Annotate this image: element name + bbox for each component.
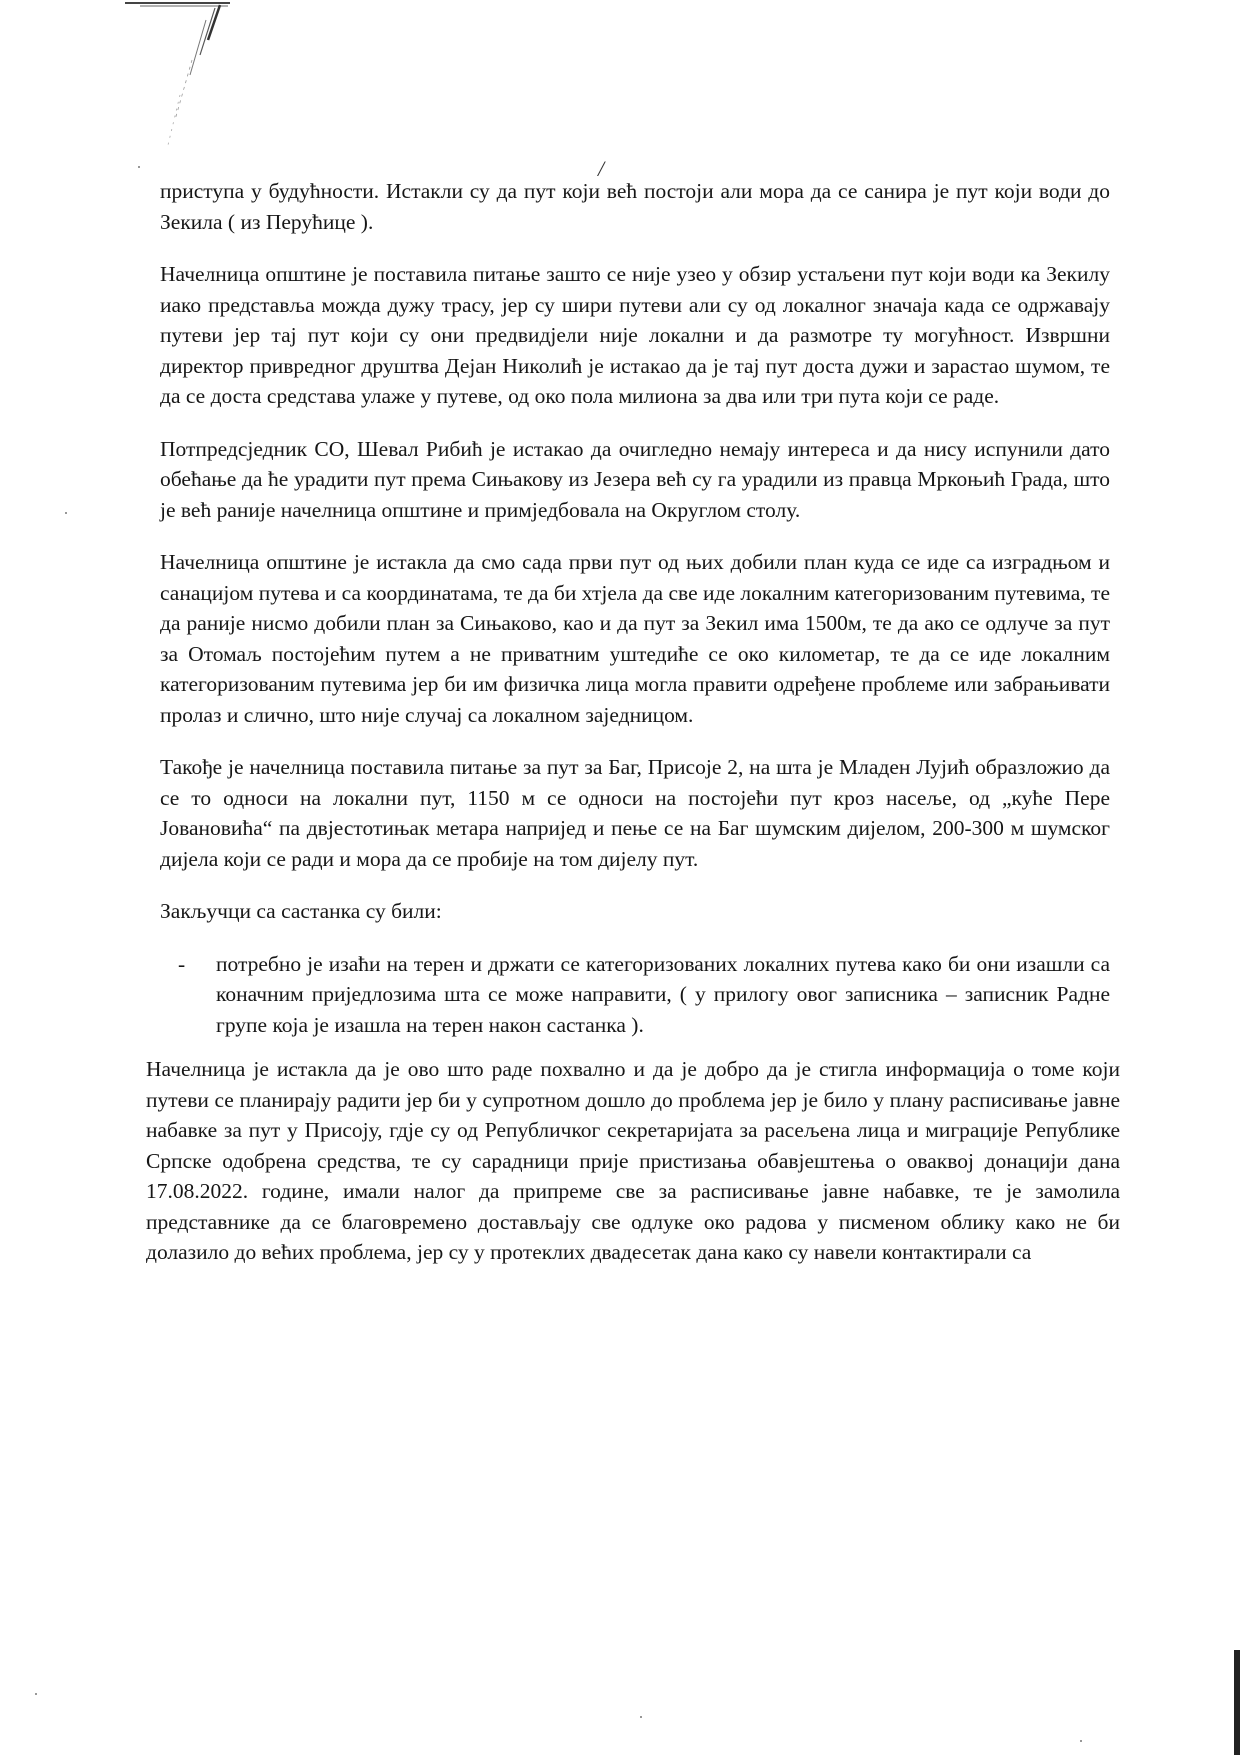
- paragraph-4: Начелница општине је истакла да смо сада први пут од њих добили план куда се иде са изградњом и санацијом путева и са координатама, те да би хтјела да све иде локалним категоризованим путевима, те да раније нисмо добили план за Сињаково, као и да пут за Зекил има 1500м, те да ако се одлуче за пут за Отомаљ постојећим путем а не приватним уштедиће се око километар, те да се иде локалним категоризованим путевима јер би им физичка лица могла правити одређене проблеме или забрањивати пролаз и слично, што није случај са локалном заједницом.: [160, 550, 1110, 727]
- scan-speck: [1080, 1740, 1082, 1742]
- conclusion-item: [178, 949, 1110, 1041]
- paragraph-3: Потпредсједник СО, Шевал Рибић је истакао да очигледно немају интереса и да нису испунили дато обећање да ће урадити пут према Сињакову из Језера већ су га урадили из правца Мркоњић Града, што је већ раније начелница општине и примједбовала на Округлом столу.: [160, 436, 1110, 522]
- bullet-dash: -: [178, 951, 186, 976]
- paragraph-1: приступа у будућности. Истакли су да пут који већ постоји али мора да се санира је пут који води до Зекила ( из Перућице ).: [160, 179, 1110, 234]
- page-number: /: [598, 156, 605, 181]
- conclusion-text: потребно је изаћи на терен и држати се категоризованих локалних путева како би они изашли са коначним приједлозима шта се може направити, ( у прилогу овог записника – записник Радне групе која је изашла на терен након састанка ).: [216, 951, 1110, 1037]
- paragraph-2: Начелница општине је поставила питање зашто се није узео у обзир устаљени пут који води ка Зекилу иако представља можда дужу трасу, јер су шири путеви али су од локалног значаја када се одржавају путеви јер тај пут који су они предвидјели није локални и да размотре ту могућност. Извршни директор привредног друштва Дејан Николић је истакао да је тај пут доста дужи и зарастао шумом, те да се доста средстава улаже у путеве, од око пола милиона за два или три пута који се раде.: [160, 262, 1110, 408]
- scan-speck: [35, 1693, 37, 1695]
- scan-edge-bar: [1234, 1650, 1240, 1755]
- closing-paragraph: Начелница је истакла да је ово што раде похвално и да је добро да је стигла информација о томе који путеви се планирају радити јер би у супротном дошло до проблема јер је било у плану расписивање јавне набавке за пут у Присоју, гдје су од Републичког секретаријата за расељена лица и миграције Републике Српске одобрена средства, те су сарадници прије пристизања обавјештења о оваквој донацији дана 17.08.2022. године, имали налог да припреме све за расписивање јавне набавке, те је замолила представнике да се благовремено достављају све одлуке око радова у писменом облику како не би долазило до већих проблема, јер су у протеклих двадесетак дана како су навели контактирали са: [146, 1057, 1120, 1264]
- scan-speck: [640, 1716, 642, 1718]
- paragraph-5: Такође је начелница поставила питање за пут за Баг, Присоје 2, на шта је Младен Лујић образложио да се то односи на локални пут, 1150 м се односи на постојећи пут кроз насеље, од „куће Пере Јовановића“ па двјестотињак метара напријед и пење се на Баг шумским дијелом, 200-300 м шумског дијела који се ради и мора да се пробије на том дијелу пут.: [160, 755, 1110, 871]
- scan-speck: [65, 512, 67, 514]
- conclusions-heading: Закључци са састанка су били:: [160, 899, 442, 923]
- document-body: [146, 176, 1120, 1290]
- scan-artifact-mark: [120, 0, 235, 150]
- scan-speck: [138, 166, 140, 168]
